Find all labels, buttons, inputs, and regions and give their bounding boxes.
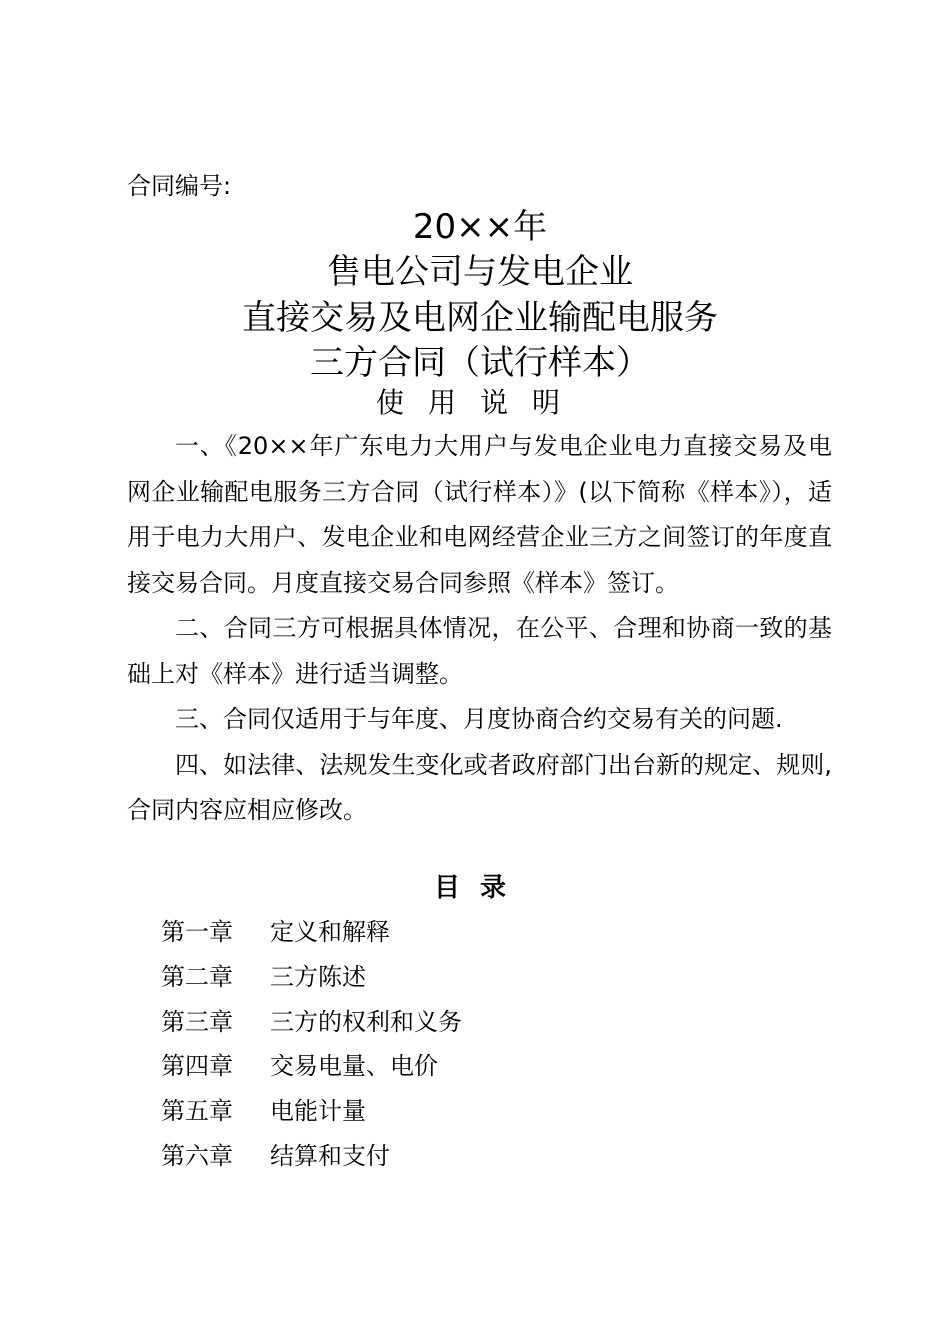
- instruction-paragraph-2: 二、合同三方可根据具体情况，在公平、合理和协商一致的基础上对《样本》进行适当调整。: [127, 614, 832, 688]
- toc-item: [161, 955, 661, 1000]
- instruction-paragraph-1: 一、《20××年广东电力大用户与发电企业电力直接交易及电网企业输配电服务三方合同（试行样本）》(以下简称《样本》），适用于电力大用户、发电企业和电网经营企业三方之间签订的年度直接交易合同。月度直接交易合同参照《样本》签订。: [127, 432, 832, 597]
- table-of-contents: [161, 910, 661, 1179]
- instruction-paragraph-3: 三、合同仅适用于与年度、月度协商合约交易有关的问题.: [175, 705, 783, 733]
- toc-chapter-number: 第一章: [161, 918, 233, 946]
- toc-chapter-name: 定义和解释: [270, 918, 390, 946]
- toc-item: [161, 1089, 661, 1134]
- instructions-heading: 使用说明: [375, 386, 584, 419]
- toc-chapter-name: 结算和支付: [270, 1141, 390, 1170]
- toc-chapter-name: 交易电量、电价: [270, 1052, 438, 1081]
- toc-item: [161, 1000, 661, 1045]
- title-contract-type: 三方合同（试行样本）: [310, 343, 650, 383]
- toc-chapter-name: 三方陈述: [270, 962, 366, 991]
- toc-chapter-number: 第三章: [161, 1007, 233, 1036]
- toc-chapter-number: 第六章: [161, 1141, 233, 1170]
- toc-item: [161, 1134, 661, 1179]
- toc-chapter-number: 第五章: [161, 1097, 233, 1126]
- title-year: 20××年: [412, 207, 548, 247]
- instruction-paragraph-4: 四、如法律、法规发生变化或者政府部门出台新的规定、规则,合同内容应相应修改。: [127, 750, 832, 824]
- instructions-body: [127, 424, 832, 834]
- title-subject: 直接交易及电网企业输配电服务: [242, 298, 718, 338]
- toc-item: [161, 1044, 661, 1089]
- contract-number-label: 合同编号:: [127, 172, 232, 200]
- toc-item: [161, 910, 661, 955]
- toc-chapter-name: 电能计量: [270, 1097, 366, 1126]
- title-parties: 售电公司与发电企业: [327, 252, 633, 292]
- toc-heading: 目录: [433, 873, 526, 903]
- toc-chapter-number: 第四章: [161, 1052, 233, 1081]
- toc-chapter-number: 第二章: [161, 962, 233, 991]
- toc-chapter-name: 三方的权利和义务: [270, 1007, 462, 1036]
